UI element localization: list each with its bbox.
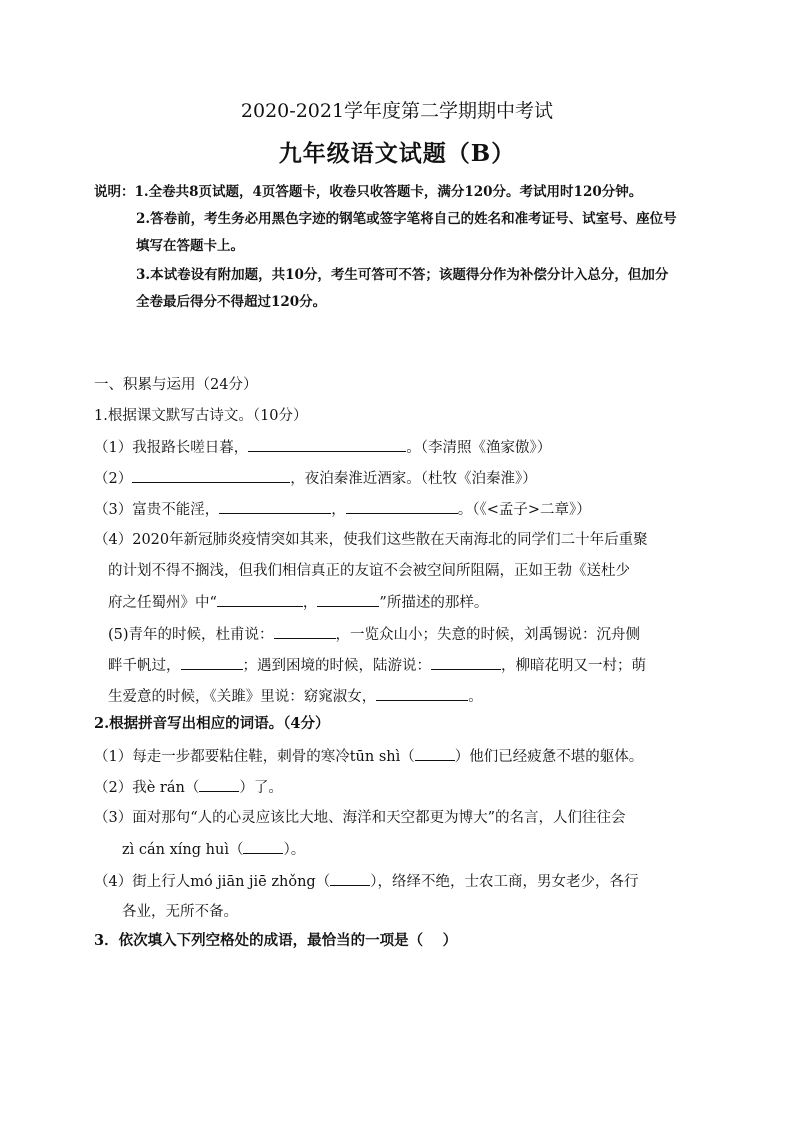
item-text: ），络绎不绝，士农工商，男女老少，各行 [370, 874, 639, 890]
answer-blank[interactable] [376, 686, 468, 701]
item-text: ”所描述的那样。 [379, 595, 489, 611]
item-text: ）。 [283, 842, 306, 858]
question-1-item-1 [94, 437, 551, 458]
item-text: （1）每走一步都要粘住鞋，刺骨的寒冷tūn shì（ [94, 749, 415, 765]
question-1-item-5 [108, 624, 640, 645]
answer-blank[interactable] [346, 499, 458, 514]
notes-text: 1.全卷共8页试题，4页答题卡，收卷只收答题卡，满分120分。考试用时120分钟。 [134, 184, 643, 200]
answer-blank[interactable] [132, 468, 290, 483]
question-1-item-4-cont: 的计划不得不搁浅，但我们相信真正的友谊不会被空间所阻隔，正如王勃《送杜少 [108, 563, 630, 579]
item-text: 。（李清照《渔家傲》） [406, 440, 552, 456]
answer-blank[interactable] [330, 871, 370, 886]
question-1-item-5-cont [108, 686, 483, 707]
question-1-item-4-cont [108, 592, 488, 613]
notes-label: 说明： [94, 184, 135, 200]
question-2-heading: 2.根据拼音写出相应的词语。（4分） [94, 715, 330, 732]
item-text: ，柳暗花明又一村；萌 [501, 658, 646, 674]
question-1-heading: 1.根据课文默写古诗文。（10分） [94, 408, 308, 424]
question-1-item-3 [94, 499, 591, 520]
answer-blank[interactable] [217, 592, 303, 607]
question-1-item-5-cont [108, 655, 646, 676]
question-2-item-1 [94, 746, 643, 767]
item-text: ，夜泊秦淮近酒家。（杜牧《泊秦淮》） [290, 471, 537, 487]
item-text: 生爱意的时候，《关雎》里说：窈窕淑女， [108, 689, 377, 705]
item-text: 。（《<孟子>二章》） [457, 502, 591, 518]
answer-blank[interactable] [274, 624, 336, 639]
item-text: ， [302, 595, 318, 611]
item-text: ）了。 [239, 780, 283, 796]
answer-blank[interactable] [415, 746, 455, 761]
question-2-item-4-cont: 各业，无所不备。 [122, 904, 238, 920]
item-text: 府之任蜀州》中“ [108, 595, 217, 611]
question-3-heading: 3．依次填入下列空格处的成语，最恰当的一项是（ ） [94, 932, 458, 949]
answer-blank[interactable] [317, 592, 379, 607]
question-1-item-2 [94, 468, 537, 489]
notes-item-3: 3.本试卷设有附加题，共10分，考生可答可不答；该题得分作为补偿分计入总分，但加分 [136, 267, 669, 283]
notes-item-1 [94, 182, 642, 202]
notes-item-2: 2.答卷前，考生务必用黑色字迹的钢笔或签字笔将自己的姓名和准考证号、试室号、座位号 [136, 211, 677, 227]
item-text: (5)青年的时候，杜甫说： [108, 627, 274, 643]
notes-item-3-cont: 全卷最后得分不得超过120分。 [136, 294, 327, 310]
answer-blank[interactable] [181, 655, 243, 670]
question-1-item-4: （4）2020年新冠肺炎疫情突如其来，使我们这些散在天南海北的同学们二十年后重聚 [94, 532, 648, 548]
item-text: 畔千帆过， [108, 658, 181, 674]
answer-blank[interactable] [219, 499, 331, 514]
page-title: 2020-2021学年度第二学期期中考试 [240, 100, 554, 122]
question-2-item-2 [94, 777, 283, 798]
item-text: ；遇到困境的时候，陆游说： [242, 658, 431, 674]
section-heading: 一、积累与运用（24分） [94, 377, 258, 393]
answer-blank[interactable] [248, 437, 406, 452]
item-text: （2）我è rán（ [94, 780, 200, 796]
item-text: zì cán xíng huì（ [122, 842, 244, 858]
item-text: （4）街上行人mó jiān jiē zhǒng（ [94, 874, 331, 890]
item-text: ）他们已经疲惫不堪的躯体。 [454, 749, 644, 765]
exam-subtitle: 九年级语文试题（B） [278, 140, 516, 167]
question-2-item-3-cont [122, 839, 305, 860]
item-text: ，一览众山小；失意的时候，刘禹锡说：沉舟侧 [335, 627, 641, 643]
item-text: （2） [94, 471, 133, 487]
item-text: ， [331, 502, 346, 518]
answer-blank[interactable] [243, 839, 283, 854]
item-text: （1）我报路长嗟日暮， [94, 440, 249, 456]
answer-blank[interactable] [431, 655, 501, 670]
notes-item-2-cont: 填写在答题卡上。 [136, 238, 244, 254]
answer-blank[interactable] [199, 777, 239, 792]
question-2-item-4 [94, 871, 638, 892]
item-text: 。 [468, 689, 483, 705]
item-text: （3）富贵不能淫， [94, 502, 220, 518]
question-2-item-3: （3）面对那句“人的心灵应该比大地、海洋和天空都更为博大”的名言，人们往往会 [94, 810, 626, 826]
